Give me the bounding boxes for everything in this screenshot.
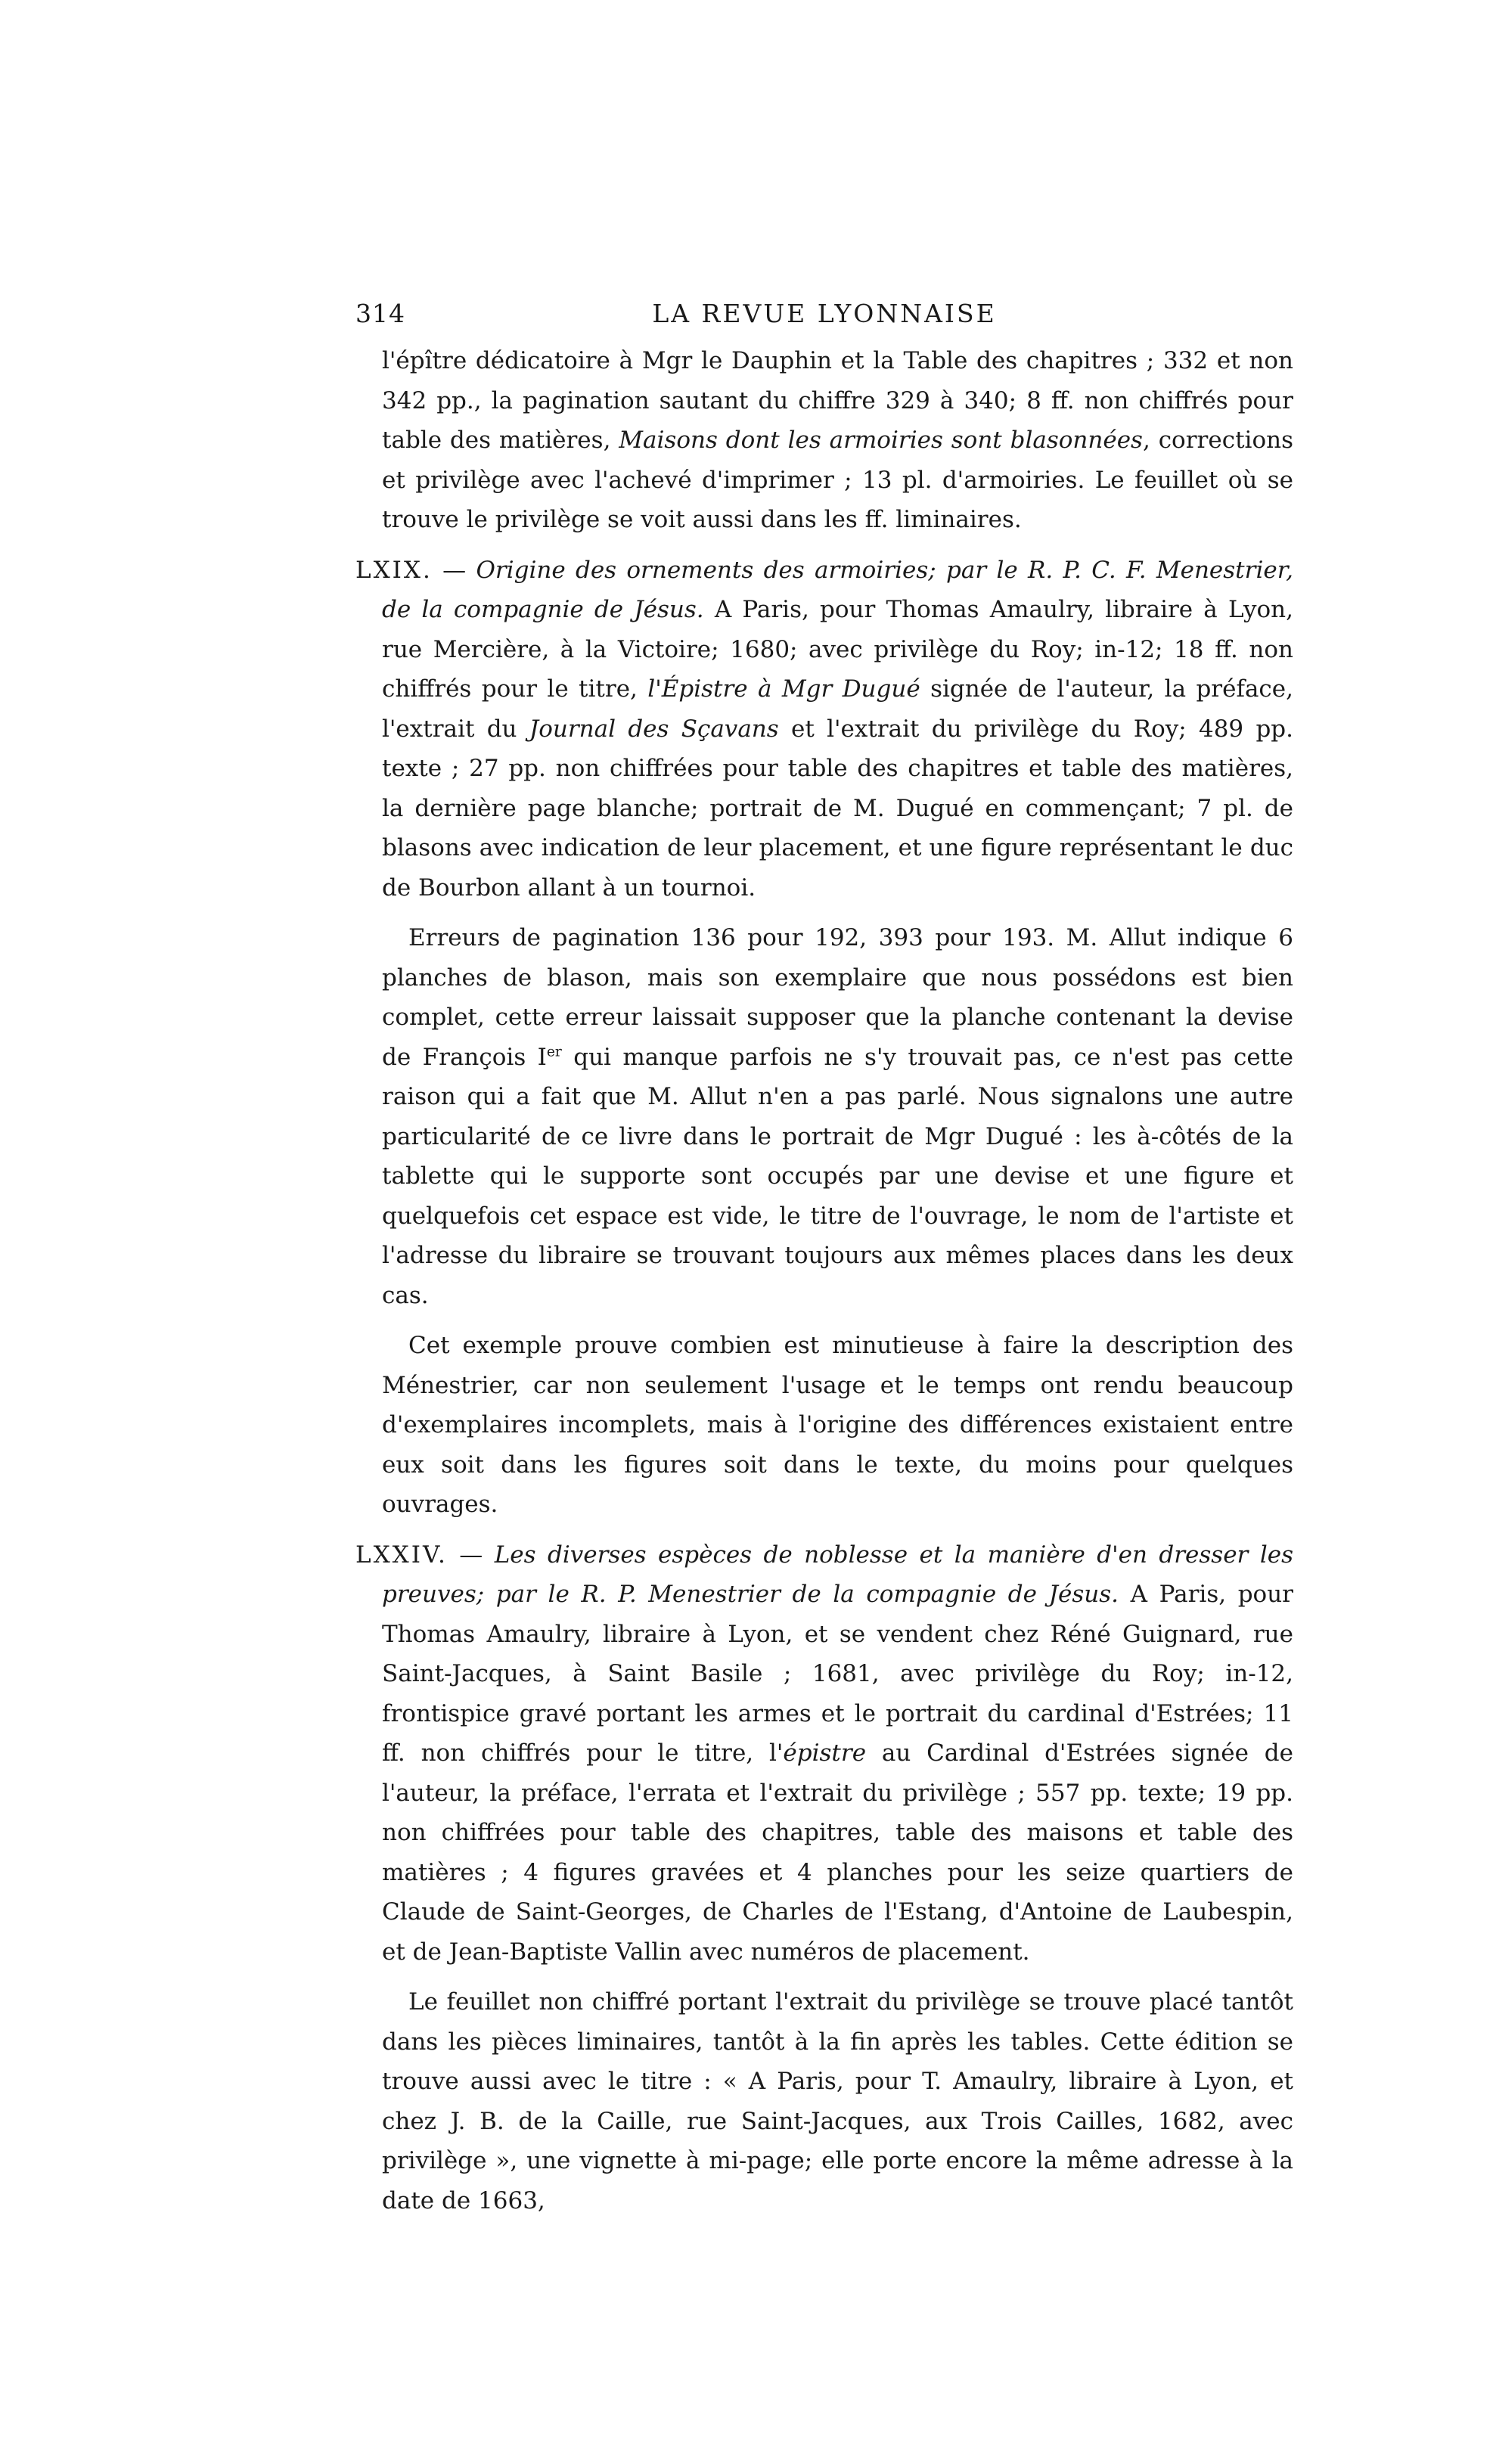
superscript: er (546, 1044, 562, 1060)
running-head (355, 299, 1293, 341)
entry-number: LXIX. (355, 556, 433, 584)
book-title: Origine des ornements des armoiries; par le R. P. C. F. Menestrier, de la compagnie de Jésus. (382, 556, 1293, 623)
book-page (355, 299, 1293, 2220)
book-title: Les diverses espèces de noblesse et la manière d'en dresser les preuves; par le R. P. Menestrier de la compagnie de Jésus. (382, 1541, 1293, 1608)
paragraph-remark: Cet exemple prouve combien est minutieuse à faire la description des Ménestrier, car non seulement l'usage et le temps ont rendu beaucoup d'exemplaires incomplets, mais à l'origine des différences existaient entre eux soit dans les figures soit dans le texte, du moins pour quelques ouvrages. (382, 1332, 1293, 1518)
entry-lxxiv: LXXIV. — Les diverses espèces de noblesse et la manière d'en dresser les preuves; par le R. P. Menestrier de la compagnie de Jésus. A Paris, pour Thomas Amaulry, libraire à Lyon, et se vendent chez Réné Guignard, rue Saint-Jacques, à Saint Basile ; 1681, avec privilège du Roy; in-12, frontispice gravé portant les armes et le portrait du cardinal d'Estrées; 11 ff. non chiffrés pour le titre, l'épistre au Cardinal d'Estrées signée de l'auteur, la préface, l'errata et l'extrait du privilège ; 557 pp. texte; 19 pp. non chiffrées pour table des chapitres, table des maisons et table des matières ; 4 figures gravées et 4 planches pour les seize quartiers de Claude de Saint-Georges, de Charles de l'Estang, d'Antoine de Laubespin, et de Jean-Baptiste Vallin avec numéros de placement. (355, 1541, 1294, 1966)
entry-number: LXXIV. (355, 1541, 448, 1569)
italic-title: Journal des Sçavans (529, 715, 779, 743)
italic-title: épistre (783, 1739, 867, 1767)
page-number: 314 (355, 299, 405, 328)
paragraph-continuation: l'épître dédicatoire à Mgr le Dauphin et la Table des chapitres ; 332 et non 342 pp., la pagination sautant du chiffre 329 à 340; 8 ff. non chiffrés pour table des matières, Maisons dont les armoiries sont blasonnées, corrections et privilège avec l'achevé d'imprimer ; 13 pl. d'armoiries. Le feuillet où se trouve le privilège se voit aussi dans les ff. liminaires. (382, 347, 1293, 533)
paragraph-privilege-note: Le feuillet non chiffré portant l'extrait du privilège se trouve placé tantôt dans les pièces liminaires, tantôt à la fin après les tables. Cette édition se trouve aussi avec le titre : « A Paris, pour T. Amaulry, libraire à Lyon, et chez J. B. de la Caille, rue Saint-Jacques, aux Trois Cailles, 1682, avec privilège », une vignette à mi-page; elle porte encore la même adresse à la date de 1663, (382, 1988, 1293, 2214)
body-text (355, 341, 1294, 2220)
italic-title: Maisons dont les armoiries sont blasonnées (619, 427, 1143, 454)
journal-title: LA REVUE LYONNAISE (652, 299, 997, 328)
entry-lxix: LXIX. — Origine des ornements des armoiries; par le R. P. C. F. Menestrier, de la compagnie de Jésus. A Paris, pour Thomas Amaulry, libraire à Lyon, rue Mercière, à la Victoire; 1680; avec privilège du Roy; in-12; 18 ff. non chiffrés pour le titre, l'Épistre à Mgr Dugué signée de l'auteur, la préface, l'extrait du Journal des Sçavans et l'extrait du privilège du Roy; 489 pp. texte ; 27 pp. non chiffrées pour table des chapitres et table des matières, la dernière page blanche; portrait de M. Dugué en commençant; 7 pl. de blasons avec indication de leur placement, et une figure représentant le duc de Bourbon allant à un tournoi. (355, 556, 1293, 902)
italic-title: l'Épistre à Mgr Dugué (647, 675, 920, 703)
paragraph-errata-note: Erreurs de pagination 136 pour 192, 393 pour 193. M. Allut indique 6 planches de blason, mais son exemplaire que nous possédons est bien complet, cette erreur laissait supposer que la planche contenant la devise de François Ier qui manque parfois ne s'y trouvait pas, ce n'est pas cette raison qui a fait que M. Allut n'en a pas parlé. Nous signalons une autre particularité de ce livre dans le portrait de Mgr Dugué : les à-côtés de la tablette qui le supporte sont occupés par une devise et une figure et quelquefois cet espace est vide, le titre de l'ouvrage, le nom de l'artiste et l'adresse du libraire se trouvant toujours aux mêmes places dans les deux cas. (382, 924, 1293, 1309)
